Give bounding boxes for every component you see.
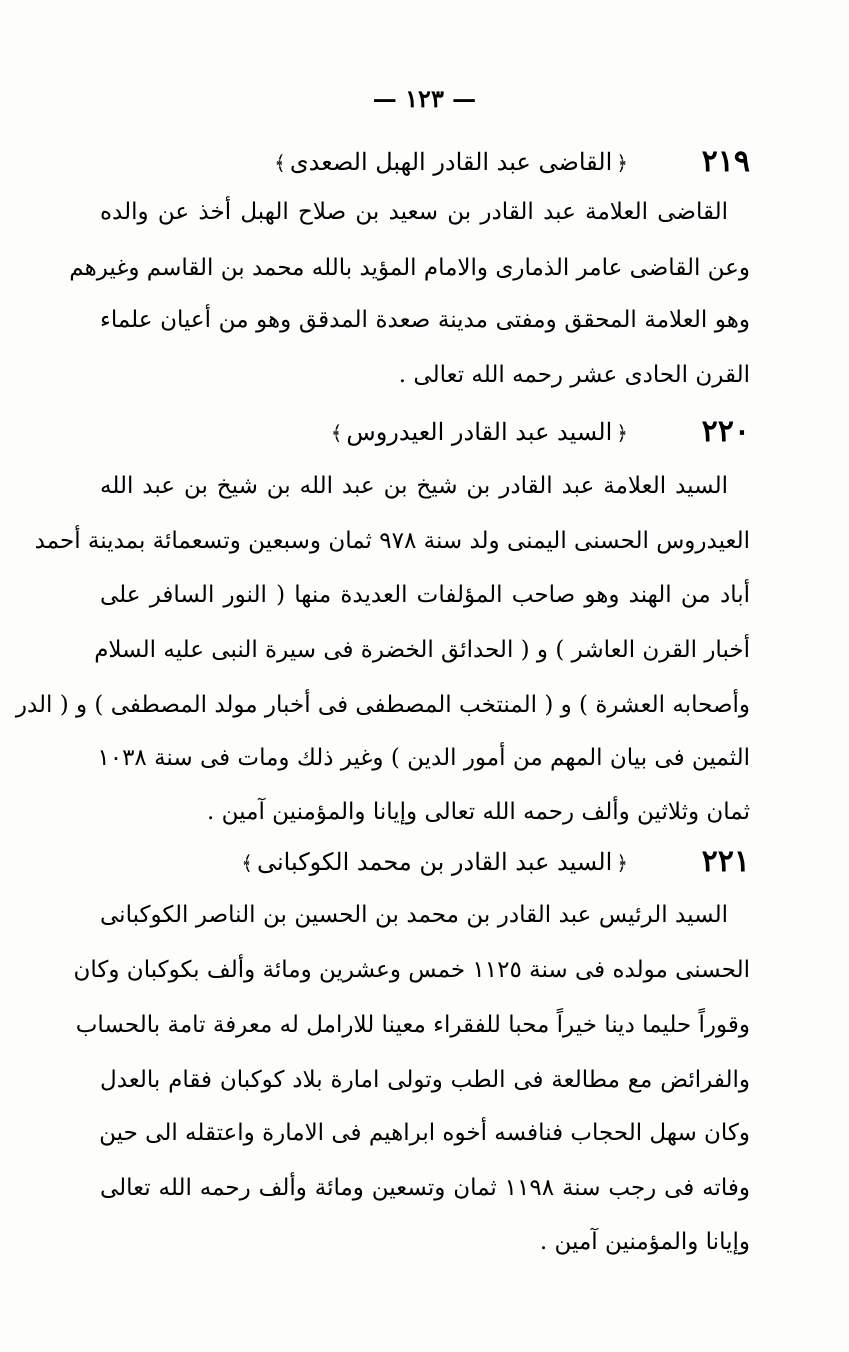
- entry-title: [270, 142, 632, 183]
- text-line: وأصحابه العشرة ) و ( المنتخب المصطفى فى أخبار مولد المصطفى ) و ( الدر: [15, 692, 750, 718]
- text-line: وإيانا والمؤمنين آمين .: [539, 1229, 750, 1255]
- text-line: السيد الرئيس عبد القادر بن محمد بن الحسين بن الناصر الكوكبانى: [100, 902, 728, 928]
- entry-number: ٢٢٠: [701, 414, 750, 449]
- entry-heading: [100, 412, 750, 452]
- text-line: وعن القاضى عامر الذمارى والامام المؤيد بالله محمد بن القاسم وغيرهم: [69, 255, 750, 281]
- entry-title-text: السيد عبد القادر العيدروس: [346, 418, 613, 446]
- text-line: وهو العلامة المحقق ومفتى مدينة صعدة المدقق وهو من أعيان علماء: [100, 307, 750, 333]
- entry-heading: [100, 142, 750, 182]
- text-line: وكان سهل الحجاب فنافسه أخوه ابراهيم فى الامارة واعتقله الى حين: [99, 1120, 750, 1146]
- text-line: وقوراً حليما دينا خيراً محبا للفقراء معينا للارامل له معرفة تامة بالحساب: [75, 1012, 750, 1038]
- entry-number: ٢٢١: [701, 844, 750, 879]
- text-line: والفرائض مع مطالعة فى الطب وتولى امارة بلاد كوكبان فقام بالعدل: [100, 1067, 751, 1093]
- entry-title: [237, 842, 632, 883]
- ornament-close: ﴾: [241, 851, 253, 875]
- page-number: — ١٢٣ —: [372, 84, 477, 113]
- entry-title: [327, 412, 632, 453]
- ornament-close: ﴾: [274, 151, 286, 175]
- entry-number: ٢١٩: [701, 144, 750, 179]
- text-line: وفاته فى رجب سنة ١١٩٨ ثمان وتسعين ومائة وألف رحمه الله تعالى: [100, 1175, 751, 1201]
- text-line: الحسنى مولده فى سنة ١١٢٥ خمس وعشرين ومائة وألف بكوكبان وكان: [73, 957, 750, 983]
- text-line: القاضى العلامة عبد القادر بن سعيد بن صلاح الهبل أخذ عن والده: [100, 199, 728, 225]
- text-line: الثمين فى بيان المهم من أمور الدين ) وغير ذلك ومات فى سنة ١٠٣٨: [97, 745, 750, 771]
- text-line: أخبار القرن العاشر ) و ( الحدائق الخضرة فى سيرة النبى عليه السلام: [94, 637, 750, 663]
- entry-title-text: القاضى عبد القادر الهبل الصعدى: [289, 148, 613, 176]
- ornament-close: ﴾: [330, 421, 343, 445]
- entry-heading: [100, 842, 750, 882]
- text-line: العيدروس الحسنى اليمنى ولد سنة ٩٧٨ ثمان وسبعين وتسعمائة بمدينة أحمد: [34, 528, 750, 554]
- text-line: ثمان وثلاثين وألف رحمه الله تعالى وإيانا والمؤمنين آمين .: [207, 799, 750, 825]
- ornament-open: ﴿: [616, 851, 628, 875]
- entry-title-text: السيد عبد القادر بن محمد الكوكبانى: [256, 848, 613, 876]
- ornament-open: ﴿: [616, 421, 628, 445]
- text-line: القرن الحادى عشر رحمه الله تعالى .: [398, 362, 750, 388]
- ornament-open: ﴿: [616, 151, 628, 175]
- text-line: أباد من الهند وهو صاحب المؤلفات العديدة منها ( النور السافر على: [100, 582, 750, 608]
- text-line: السيد العلامة عبد القادر بن شيخ بن عبد الله بن شيخ بن عبد الله: [100, 473, 728, 499]
